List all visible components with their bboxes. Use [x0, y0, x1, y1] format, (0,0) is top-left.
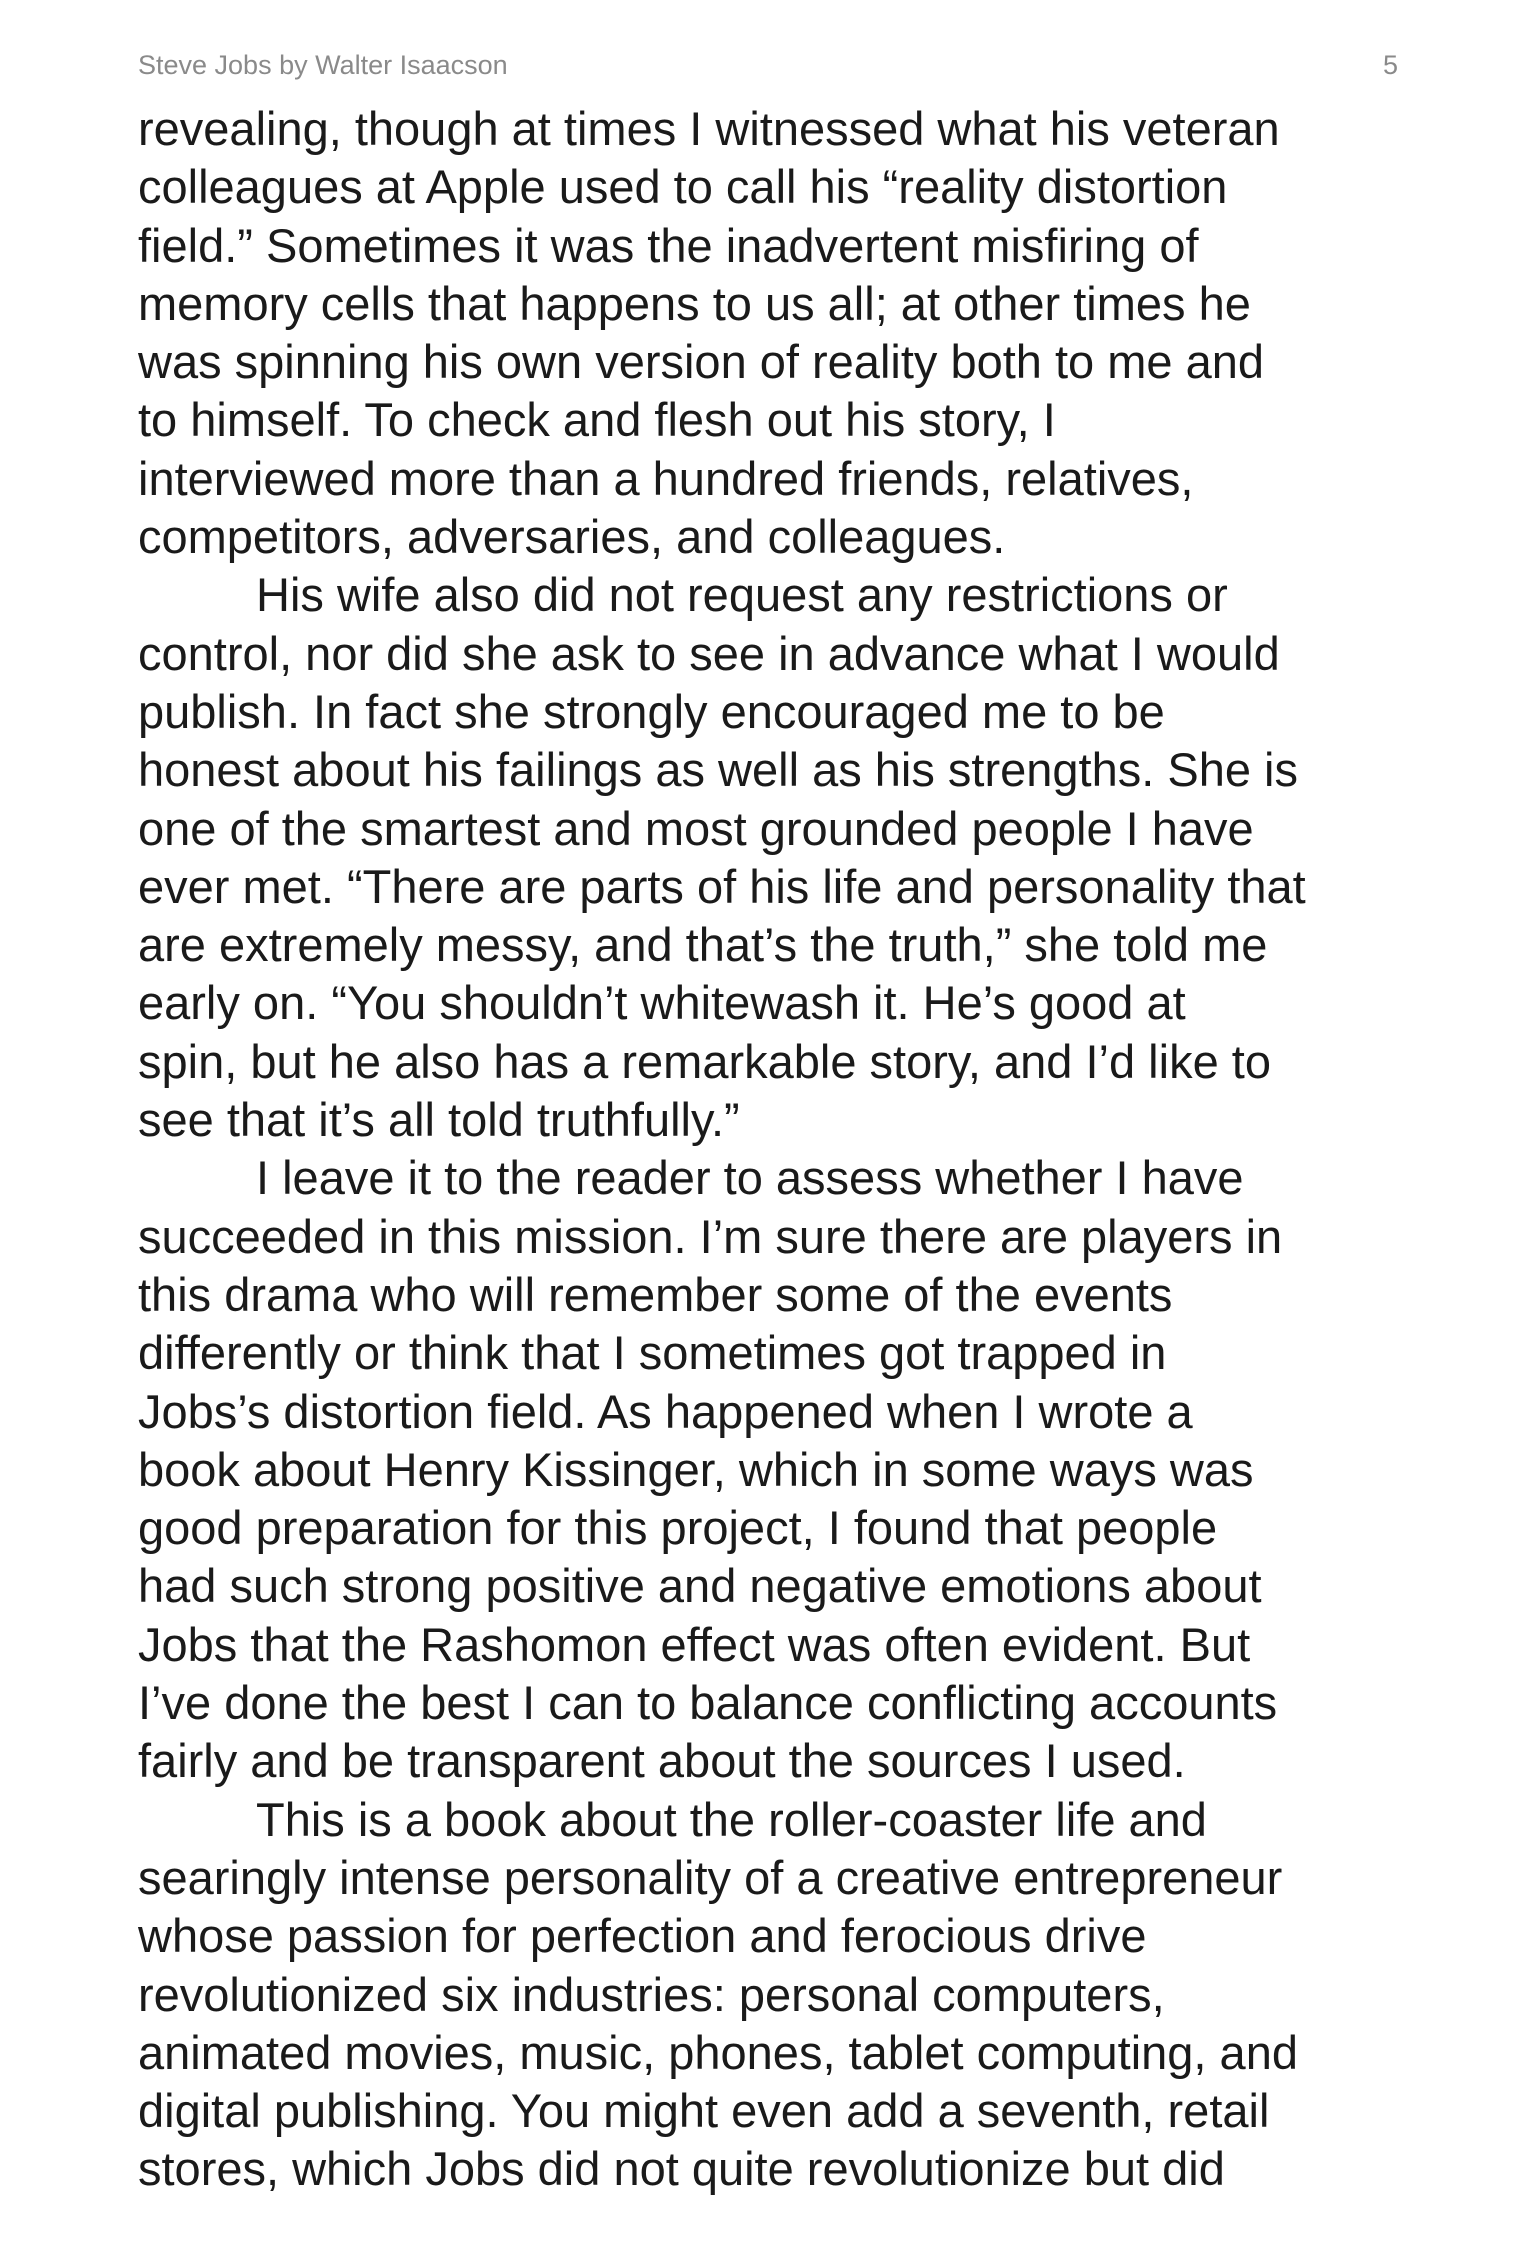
text-line: see that it’s all told truthfully.” [138, 1093, 740, 1147]
text-line: had such strong positive and negative emotions about [138, 1559, 1262, 1613]
text-line: memory cells that happens to us all; at other times he [138, 276, 1251, 330]
text-line: ever met. “There are parts of his life and personality that [138, 859, 1306, 913]
text-line: This is a book about the roller-coaster life and [256, 1792, 1207, 1846]
text-line: are extremely messy, and that’s the truth,” she told me [138, 918, 1268, 972]
text-line: book about Henry Kissinger, which in some ways was [138, 1442, 1254, 1496]
text-line: Jobs that the Rashomon effect was often evident. But [138, 1617, 1251, 1671]
running-header [138, 42, 1398, 82]
text-line: revolutionized six industries: personal computers, [138, 1967, 1165, 2021]
text-line: fairly and be transparent about the sources I used. [138, 1734, 1186, 1788]
text-line: revealing, though at times I witnessed what his veteran [138, 102, 1280, 155]
text-line: digital publishing. You might even add a seventh, retail [138, 2084, 1270, 2138]
text-line: spin, but he also has a remarkable story, and I’d like to [138, 1034, 1271, 1088]
text-line: I leave it to the reader to assess whether I have [256, 1151, 1244, 1205]
text-line: succeeded in this mission. I’m sure there are players in [138, 1209, 1283, 1263]
text-line: stores, which Jobs did not quite revolutionize but did [138, 2142, 1225, 2196]
text-line: colleagues at Apple used to call his “reality distortion [138, 160, 1228, 214]
text-line: to himself. To check and flesh out his story, I [138, 393, 1056, 447]
text-line: differently or think that I sometimes got trapped in [138, 1326, 1167, 1380]
book-title: Steve Jobs by Walter Isaacson [138, 50, 508, 80]
text-line: one of the smartest and most grounded people I have [138, 801, 1254, 855]
text-line: Jobs’s distortion field. As happened when I wrote a [138, 1384, 1193, 1438]
body-text [138, 100, 1400, 2199]
text-line: was spinning his own version of reality both to me and [138, 335, 1265, 389]
text-line: good preparation for this project, I found that people [138, 1501, 1218, 1555]
page-number: 5 [1382, 50, 1398, 80]
text-line: early on. “You shouldn’t whitewash it. He’s good at [138, 976, 1186, 1030]
text-line: field.” Sometimes it was the inadvertent misfiring of [138, 218, 1199, 272]
text-line: searingly intense personality of a creative entrepreneur [138, 1850, 1283, 1904]
text-line: this drama who will remember some of the events [138, 1267, 1173, 1321]
text-line: animated movies, music, phones, tablet computing, and [138, 2025, 1298, 2079]
text-line: I’ve done the best I can to balance conflicting accounts [138, 1676, 1278, 1730]
text-line: His wife also did not request any restrictions or [256, 568, 1228, 622]
text-line: control, nor did she ask to see in advance what I would [138, 626, 1280, 680]
text-line: honest about his failings as well as his strengths. She is [138, 743, 1298, 797]
text-line: publish. In fact she strongly encouraged me to be [138, 684, 1165, 738]
text-line: interviewed more than a hundred friends, relatives, [138, 451, 1194, 505]
text-line: whose passion for perfection and ferocious drive [138, 1909, 1147, 1963]
text-line: competitors, adversaries, and colleagues. [138, 510, 1006, 564]
